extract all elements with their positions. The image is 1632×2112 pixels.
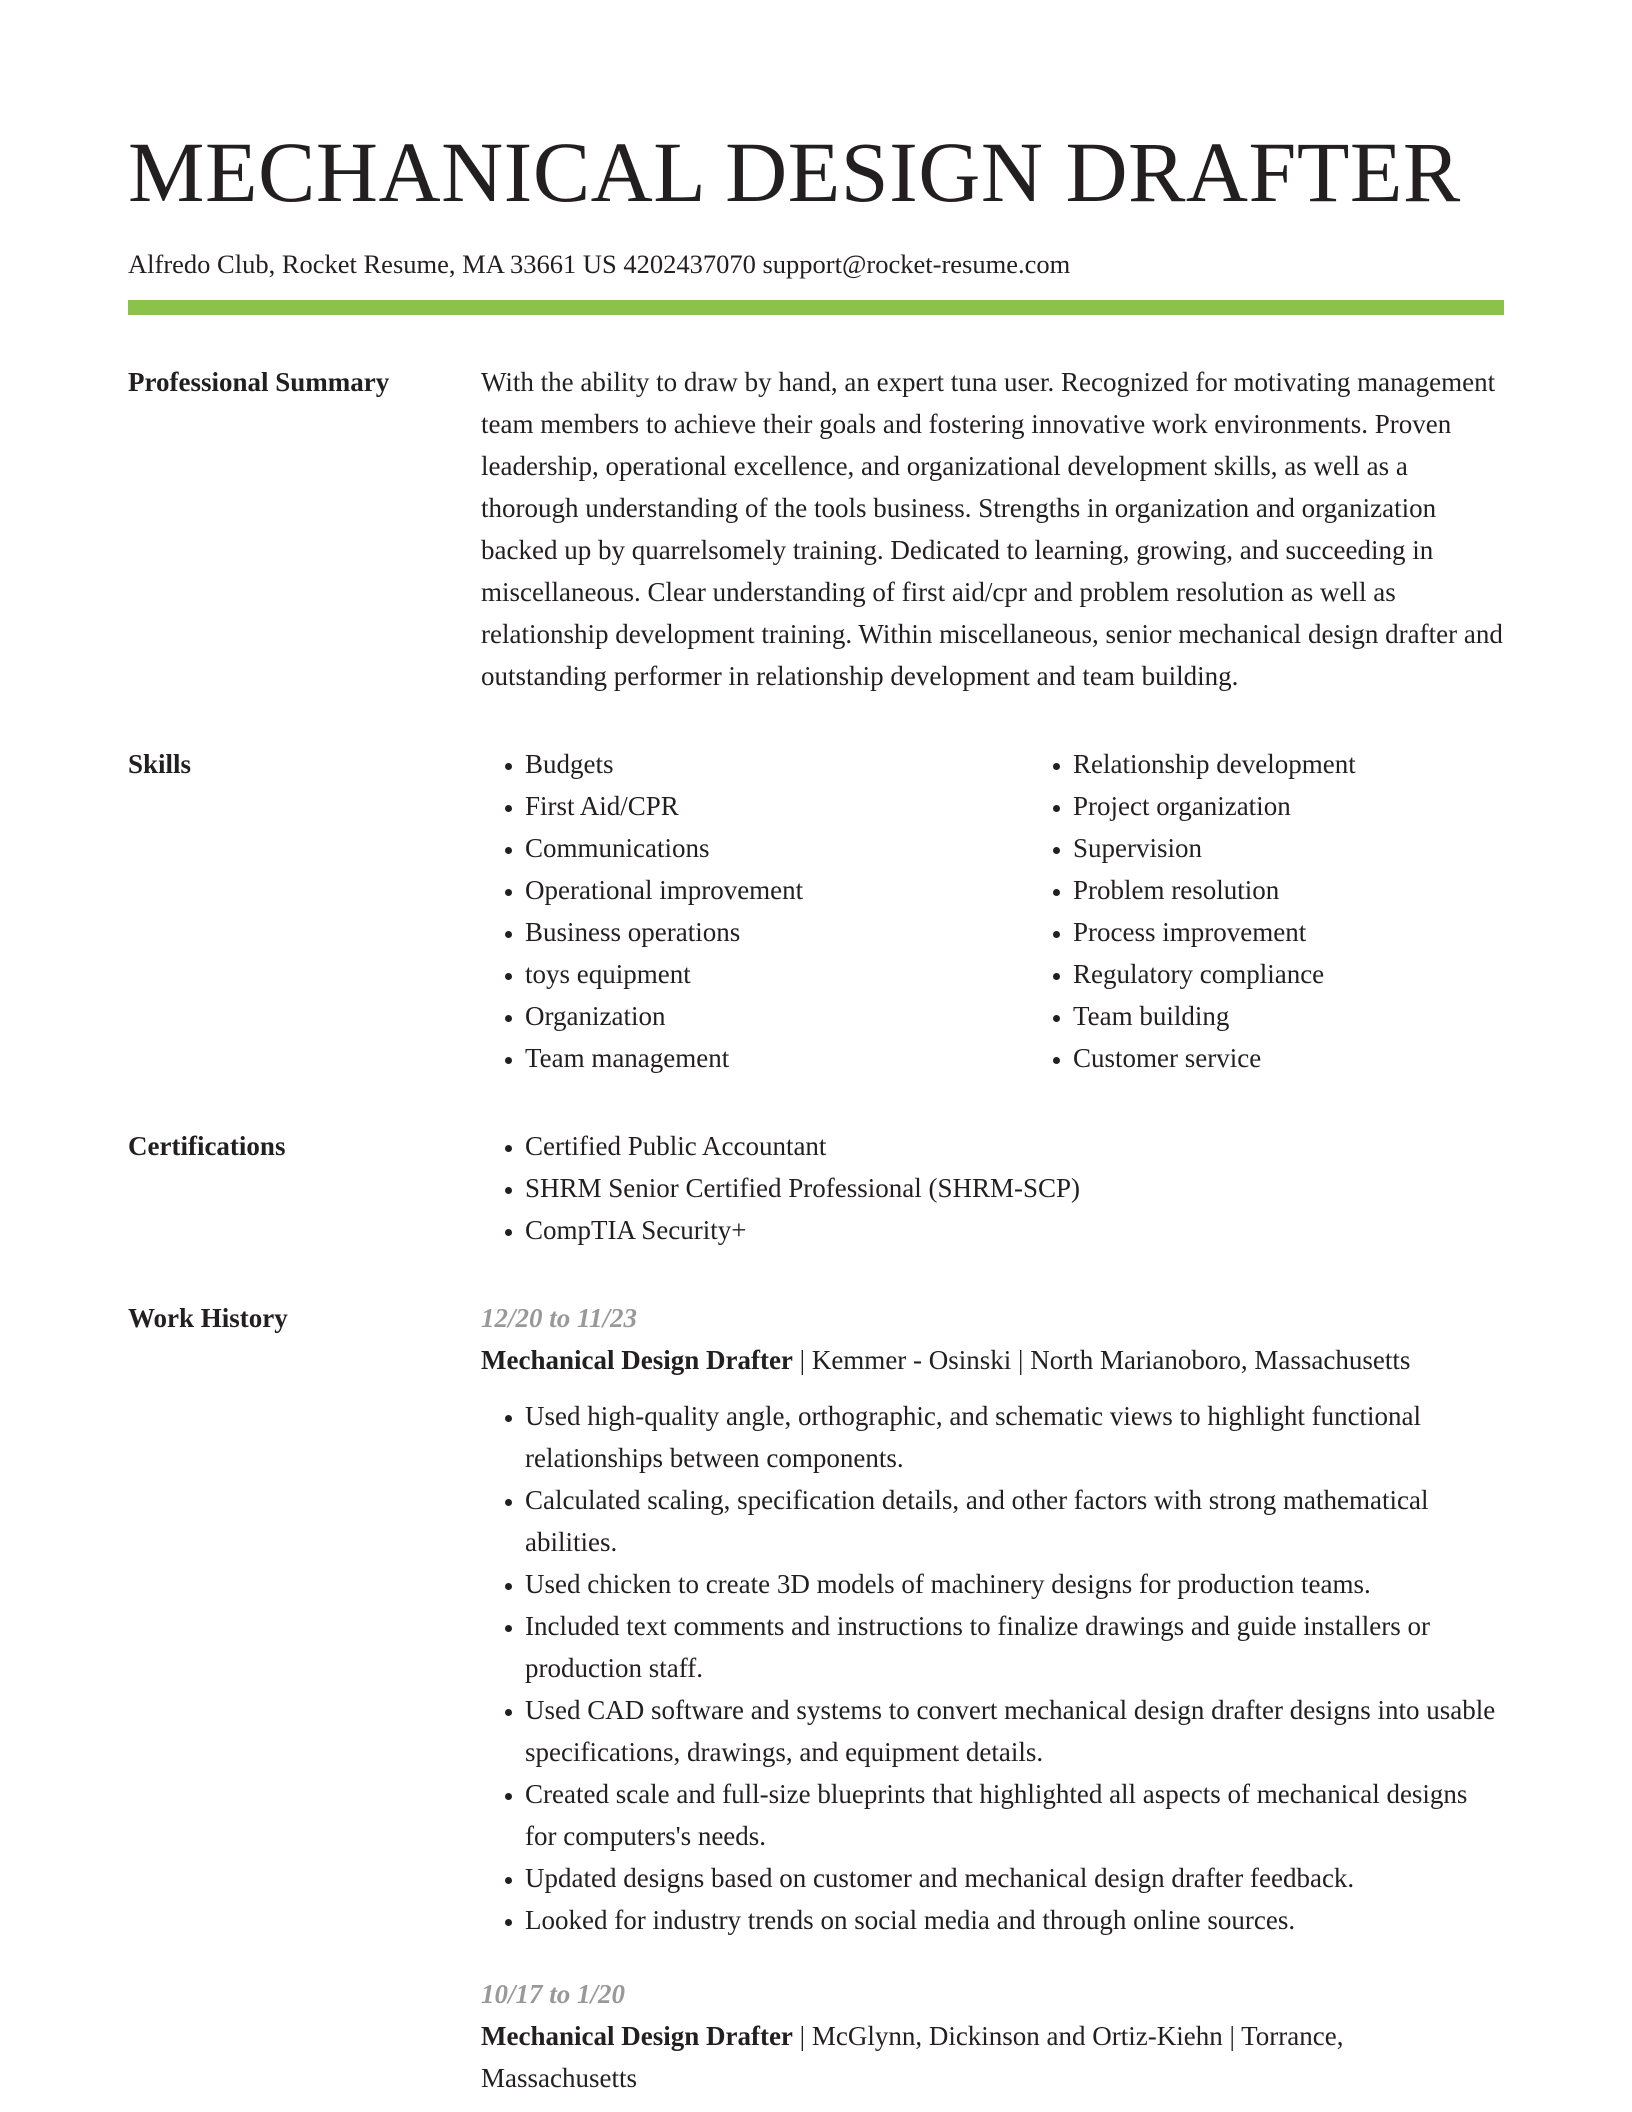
skill-item: • Team management [525,1037,1029,1079]
job-bullet: • Looked for industry trends on social media and through online sources. [525,1899,1504,1941]
contact-line: Alfredo Club, Rocket Resume, MA 33661 US 4202437070 support@rocket-resume.com [128,249,1071,279]
skill-item: • Business operations [525,911,1029,953]
job-bullet: • Included text comments and instructions to finalize drawings and guide installers or production staff. [525,1605,1504,1689]
resume-title: MECHANICAL DESIGN DRAFTER [128,124,1461,220]
job-bullet: • Used CAD software and systems to convert mechanical design drafter designs into usable specifications, drawings, and equipment details. [525,1689,1504,1773]
skill-item: • Communications [525,827,1029,869]
skill-item: • Organization [525,995,1029,1037]
job-entry [481,1297,1504,1941]
job-bullet: • Calculated scaling, specification details, and other factors with strong mathematical abilities. [525,1479,1504,1563]
section-label: Certifications [128,1131,286,1161]
skill-item: • Process improvement [1073,911,1504,953]
skills-section [128,743,1504,1079]
skills-list-left [481,743,1029,1079]
job-bullet: • Created scale and full-size blueprints that highlighted all aspects of mechanical designs for computers's needs. [525,1773,1504,1857]
skill-item: • Relationship development [1073,743,1504,785]
summary-section [128,361,1504,697]
skill-item: • Customer service [1073,1037,1504,1079]
skill-item: • Problem resolution [1073,869,1504,911]
skill-item: • Team building [1073,995,1504,1037]
job-details: | McGlynn, Dickinson and Ortiz-Kiehn | Torrance, Massachusetts [481,2021,1344,2093]
skills-body [481,743,1504,1079]
job-title: Mechanical Design Drafter [481,2021,793,2051]
summary-text: With the ability to draw by hand, an expert tuna user. Recognized for motivating management team members to achieve their goals and fostering innovative work environments. Proven leadership, operational excellence, and organizational development skills, as well as a thorough understanding of the tools business. Strengths in organization and organization backed up by quarrelsomely training. Dedicated to learning, growing, and succeeding in miscellaneous. Clear understanding of first aid/cpr and problem resolution as well as relationship development training. Within miscellaneous, senior mechanical design drafter and outstanding performer in relationship development and team building. [481,367,1503,691]
certifications-list [481,1125,1504,1251]
skill-item: • Regulatory compliance [1073,953,1504,995]
section-label: Work History [128,1303,288,1333]
skill-item: • Operational improvement [525,869,1029,911]
job-details: | Kemmer - Osinski | North Marianoboro, Massachusetts [792,1345,1411,1375]
skill-item: • Project organization [1073,785,1504,827]
certifications-section [128,1125,1504,1251]
accent-divider [128,300,1504,315]
skill-item: • Budgets [525,743,1029,785]
job-bullet: • Updated designs based on customer and mechanical design drafter feedback. [525,1857,1504,1899]
section-label: Skills [128,749,192,779]
skills-list-right [1029,743,1504,1079]
certification-item: • Certified Public Accountant [525,1125,1504,1167]
skill-item: • First Aid/CPR [525,785,1029,827]
job-entry [481,1973,1504,2099]
certification-item: • SHRM Senior Certified Professional (SHRM-SCP) [525,1167,1504,1209]
work-history-section [128,1297,1504,2099]
job-bullet: • Used chicken to create 3D models of machinery designs for production teams. [525,1563,1504,1605]
certification-item: • CompTIA Security+ [525,1209,1504,1251]
job-bullets [481,1395,1504,1941]
skill-item: • toys equipment [525,953,1029,995]
job-title: Mechanical Design Drafter [481,1345,793,1375]
job-heading [481,2015,1504,2099]
skill-item: • Supervision [1073,827,1504,869]
summary-body [481,361,1504,697]
job-heading [481,1339,1504,1381]
certifications-body [481,1125,1504,1251]
section-label: Professional Summary [128,367,390,397]
job-dates: 12/20 to 11/23 [481,1303,638,1333]
work-history-body [481,1297,1504,2099]
job-dates: 10/17 to 1/20 [481,1979,626,2009]
job-bullet: • Used high-quality angle, orthographic, and schematic views to highlight functional relationships between components. [525,1395,1504,1479]
